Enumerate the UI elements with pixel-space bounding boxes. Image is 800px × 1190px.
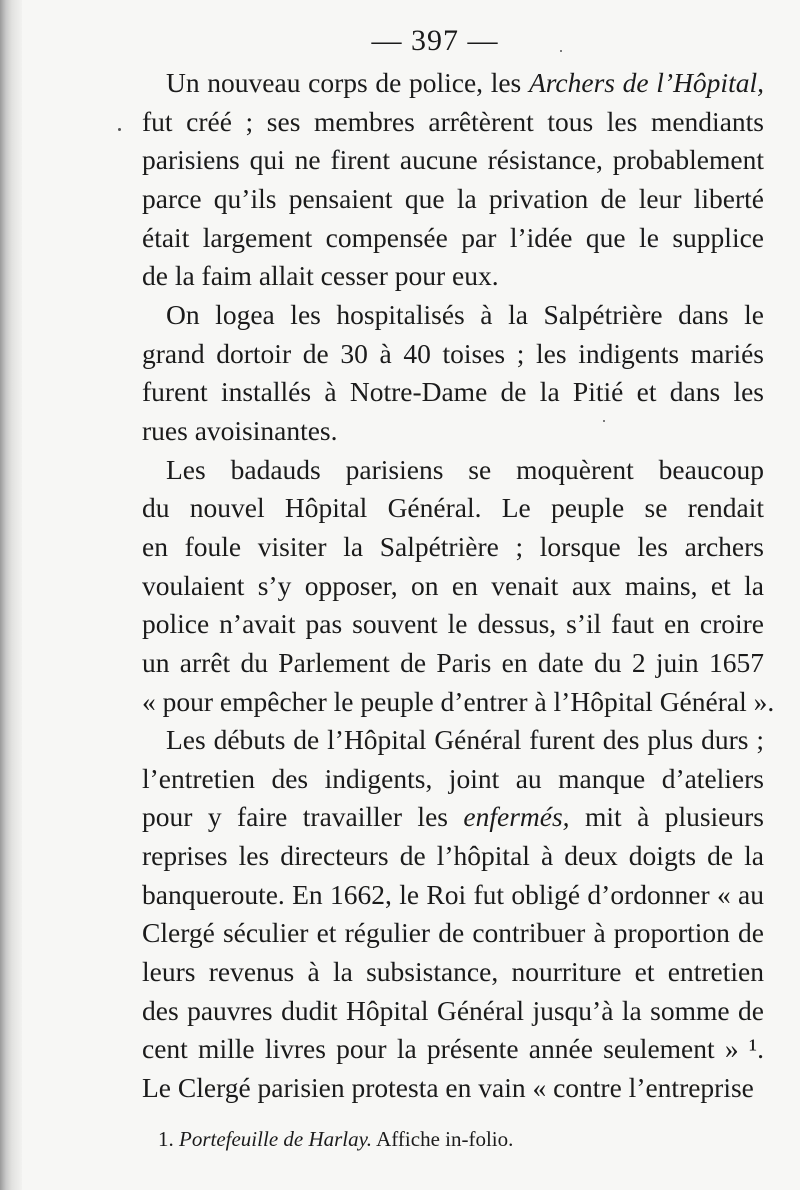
text-line: grand dortoir de 30 à 40 toises ; les indigents mariés: [142, 337, 764, 369]
text-line: parce qu’ils pensaient que la privation de leur liberté: [142, 182, 764, 214]
text-line: l’entretien des indigents, joint au manque d’ateliers: [142, 762, 764, 794]
footnote: [158, 1124, 658, 1154]
text-line: banqueroute. En 1662, le Roi fut obligé d’ordonner « au: [142, 878, 764, 910]
footnote-title: Portefeuille de Harlay.: [179, 1127, 373, 1151]
text-line: Les badauds parisiens se moquèrent beaucoup: [166, 453, 764, 485]
footnote-text: Affiche in-folio.: [372, 1127, 514, 1151]
print-speck: [560, 50, 562, 52]
text-line: en foule visiter la Salpétrière ; lorsque les archers: [142, 530, 764, 562]
paragraph: [142, 64, 764, 296]
text-line: leurs revenus à la subsistance, nourriture et entretien: [142, 956, 764, 988]
paragraph: [142, 721, 764, 1108]
page-number-header: — 397 —: [371, 24, 499, 57]
text-line: des pauvres dudit Hôpital Général jusqu’à la somme de: [142, 994, 764, 1026]
text-line: du nouvel Hôpital Général. Le peuple se rendait: [142, 492, 764, 524]
page-binding-edge: [0, 0, 22, 1190]
italic-text: Archers de l’Hôpital,: [528, 67, 764, 98]
text-line: voulaient s’y opposer, on en venait aux mains, et la: [142, 569, 764, 601]
text-line: Clergé séculier et régulier de contribuer à proportion de: [142, 917, 764, 949]
text-line: de la faim allait cesser pour eux.: [142, 260, 499, 292]
italic-text: enfermés,: [463, 801, 570, 833]
text-line: reprises les directeurs de l’hôpital à deux doigts de la: [142, 840, 764, 872]
text-line: parisiens qui ne firent aucune résistance, probablement: [142, 144, 764, 176]
text-line: Les débuts de l’Hôpital Général furent des plus durs ;: [166, 724, 764, 756]
print-speck: [603, 420, 605, 422]
text-line: cent mille livres pour la présente année seulement » ¹.: [142, 1033, 764, 1065]
paragraph: [142, 451, 775, 722]
print-speck: [118, 128, 121, 131]
text-line: On logea les hospitalisés à la Salpétrière dans le: [166, 298, 764, 330]
text-line: police n’avait pas souvent le dessus, s’il faut en croire: [142, 608, 764, 640]
text-line: « pour empêcher le peuple d’entrer à l’Hôpital Général ».: [142, 685, 775, 717]
text-line: rues avoisinantes.: [142, 414, 338, 446]
body-text: [142, 64, 775, 1108]
text-line: Le Clergé parisien protesta en vain « contre l’entreprise: [142, 1072, 754, 1104]
text-line: furent installés à Notre-Dame de la Pitié et dans les: [142, 376, 764, 408]
text-line: Un nouveau corps de police, les Archers de l’Hôpital,: [166, 67, 764, 98]
text-line: pour y faire travailler les enfermés, mit à plusieurs: [142, 801, 764, 833]
text-line: était largement compensée par l’idée que le supplice: [142, 221, 764, 253]
footnote-number: 1.: [158, 1127, 174, 1151]
text-line: fut créé ; ses membres arrêtèrent tous les mendiants: [142, 105, 764, 137]
text-line: un arrêt du Parlement de Paris en date du 2 juin 1657: [142, 646, 764, 678]
paragraph: [142, 296, 764, 451]
